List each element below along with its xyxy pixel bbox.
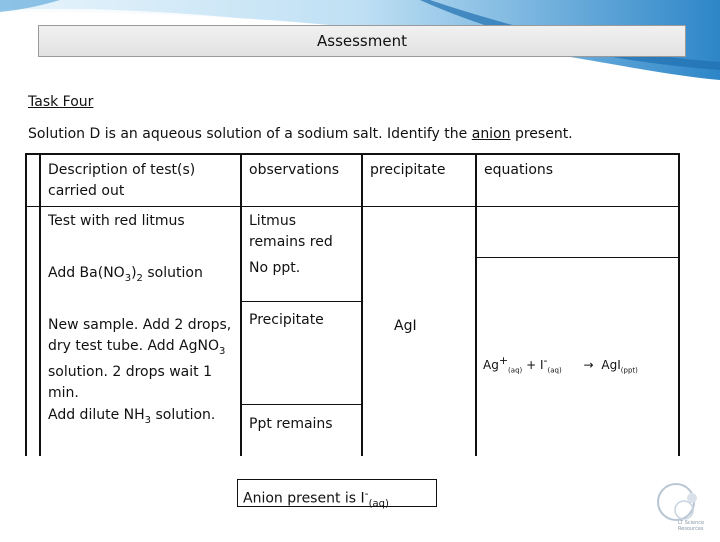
header-description: Description of test(s) carried out [48, 162, 196, 199]
reaction-arrow-icon: → [583, 358, 594, 372]
table-border-right [678, 153, 680, 456]
anion-emphasis: anion [471, 126, 511, 142]
table-row-divider [240, 404, 361, 405]
row4-description: Add dilute $NH_3$ solution. [48, 407, 216, 426]
logo-text: LT Science Resources [678, 520, 705, 532]
table-inner-line [39, 153, 41, 456]
row2-description: Add $Ba(NO_3)_2$ solution [48, 265, 203, 284]
row3-observation: Precipitate [249, 312, 324, 328]
row1-description: Test with red litmus [48, 213, 185, 229]
lt-science-logo [648, 480, 716, 538]
table-row-divider [240, 301, 361, 302]
table-col-divider [475, 153, 477, 456]
row3-description: New sample. Add 2 drops, dry test tube. Add AgNO$_3$ solution. 2 drops wait 1 min. [48, 317, 232, 401]
row3-precipitate: AgI [394, 318, 417, 334]
row1-observation: Litmus remains red [249, 213, 333, 250]
table-border-left [25, 153, 27, 456]
table-row-divider [475, 257, 680, 258]
row2-observation: No ppt. [249, 260, 301, 276]
table-row-divider [25, 206, 680, 207]
anion-answer-box: Anion present is $I^-_{(aq)}$ [237, 479, 437, 507]
table-border-top [25, 153, 680, 155]
header-precipitate: precipitate [370, 162, 446, 178]
equation: $Ag^+_{(aq)} + I^-_{(aq)} \to AgI_{(ppt)}$ [483, 354, 638, 375]
header-observations: observations [249, 162, 340, 178]
task-heading: Task Four [28, 94, 94, 110]
task-intro: Solution D is an aqueous solution of a sodium salt. Identify the anion present. [28, 126, 573, 142]
table-col-divider [240, 153, 242, 456]
page-title: Assessment [38, 25, 686, 57]
header-equations: equations [484, 162, 554, 178]
row4-observation: Ppt remains [249, 416, 333, 432]
table-col-divider [361, 153, 363, 456]
